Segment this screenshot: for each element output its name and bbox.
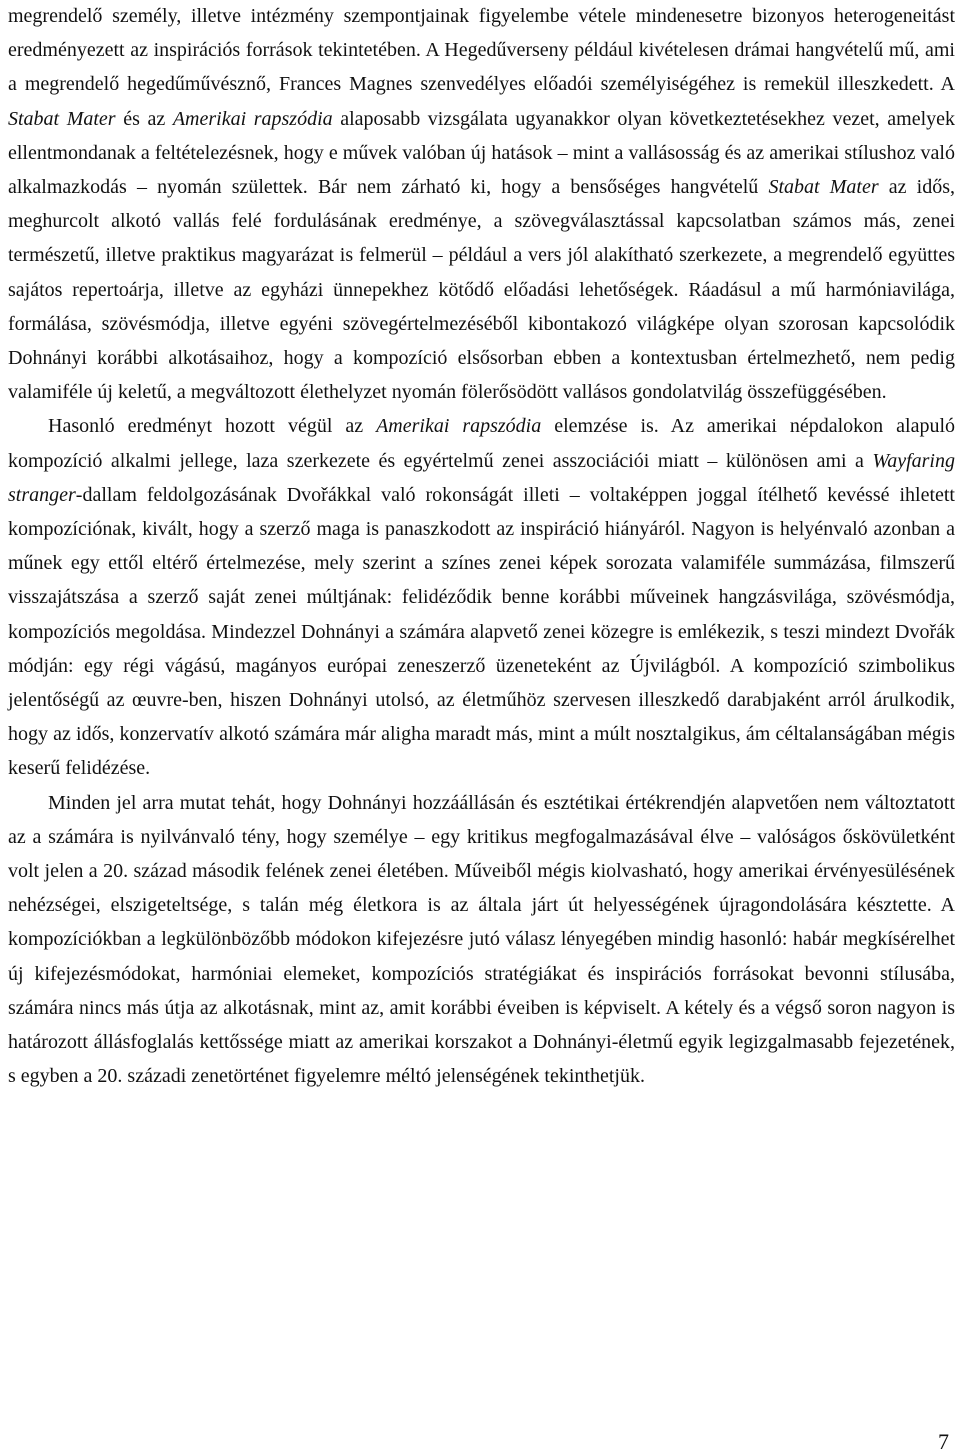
italic-title: Wayfaring stranger [8, 449, 955, 506]
text-run: és az [115, 107, 173, 130]
text-run: Minden jel arra mutat tehát, hogy Dohnányi hozzáállásán és esztétikai értékrendjén alapvetően nem változtatott az a számára is nyilvánvaló tény, hogy személye – egy kritikus megfogalmazásával élve – valóságos őskövületként volt jelen a 20. század második felének zenei életében. Műveiből mégis kiolvasható, hogy amerikai érvényesülésének nehézségei, elszigeteltsége, s talán még életkora is az általa járt út helyességének újragondolására késztette. A kompozíciókban a legkülönbözőbb módokon kifejezésre jutó válasz lényegében mindig hasonló: habár megkísérelhet új kifejezésmódokat, harmóniai elemeket, kompozíciós stratégiákat és inspirációs forrásokat bevonni stílusába, számára nincs más útja az alkotásnak, mint az, amit korábbi éveiben is képviselt. A kétely és a végső soron nagyon is határozott állásfoglalás kettőssége miatt az amerikai korszakot a Dohnányi-életmű egyik legizgalmasabb fejezetének, s egyben a 20. századi zenetörténet figyelemre méltó jelenségének tekinthetjük. [8, 791, 955, 1088]
italic-title: Stabat Mater [8, 107, 116, 130]
text-run: alaposabb vizsgálata ugyanakkor olyan következtetésekhez vezet, amelyek ellentmondanak a feltételezésnek, hogy e művek valóban új hatások – mint a vallásosság és az amerikai stílushoz való alkalmazkodás – nyomán születtek. Bár nem zárható ki, hogy a bensőséges hangvételű [8, 107, 956, 199]
italic-title: Amerikai rapszódia [376, 415, 542, 438]
text-run: elemzése is. Az amerikai népdalokon alapuló kompozíció alkalmi jellege, laza szerkezete és egyértelmű zenei asszociációi miatt – különösen ami a [8, 415, 956, 472]
text-run: -dallam feldolgozásának Dvořákkal való rokonságát illeti – voltaképpen joggal ítélhető kevéssé ihletett kompozíciónak, kivált, hogy a szerző maga is panaszkodott az inspiráció hiányáról. Nagyon is helyénvaló azonban a műnek egy ettől eltérő értelmezése, mely szerint a színes zenei képek sorozata valamiféle summázása, filmszerű visszajátszása a szerző saját zenei múltjának: felidéződik benne korábbi műveinek hangzásvilága, szövésmódja, kompozíciós megoldása. Mindezzel Dohnányi a számára alapvető zenei közegre is emlékezik, s teszi mindezt Dvořák módján: egy régi vágású, magányos európai zeneszerző üzeneteként az Újvilágból. A kompozíció szimbolikus jelentőségű az œuvre-ben, hiszen Dohnányi utolsó, az életműhöz szervesen illeszkedő darabjaként arról árulkodik, hogy az idős, konzervatív alkotó számára már aligha maradt más, mint a múlt nosztalgikus, ám céltalanságában mégis keserű felidézése. [8, 483, 955, 780]
text-run: az idős, meghurcolt alkotó vallás felé fordulásának eredménye, a szövegválasztással kapcsolatban számos más, zenei természetű, illetve praktikus magyarázat is felmerül – például a vers jól alakítható szerkezete, a megrendelő együttes sajátos repertoárja, illetve az egyházi ünnepekhez kötődő előadási lehetőségek. Ráadásul a mű harmóniavilága, formálása, szövésmódja, illetve egyéni szövegértelmezéséből kibontakozó világképe olyan szorosan kapcsolódik Dohnányi korábbi alkotásaihoz, hogy a kompozíció elsősorban ebben a kontextusban értelmezhető, nem pedig valamiféle új keletű, a megváltozott élethelyzet nyomán fölerősödött vallásos gondolatvilág összefüggésében. [8, 176, 956, 404]
document-page [8, 0, 955, 1094]
italic-title: Amerikai rapszódia [172, 107, 333, 130]
text-run: Hasonló eredményt hozott végül az [48, 415, 377, 438]
italic-title: Stabat Mater [768, 176, 879, 199]
page-number: 7 [938, 1429, 949, 1454]
text-run: megrendelő személy, illetve intézmény szempontjainak figyelembe vétele mindenesetre bizonyos heterogeneitást eredményezett az inspirációs források tekintetében. A Hegedűverseny például kivételesen drámai hangvételű mű, ami a megrendelő hegedűművésznő, Frances Magnes szenvedélyes előadói személyiségéhez is remekül illeszkedett. A [8, 5, 955, 96]
paragraph-3 [8, 786, 955, 1094]
paragraph-1 [8, 0, 955, 409]
paragraph-2 [8, 409, 955, 785]
